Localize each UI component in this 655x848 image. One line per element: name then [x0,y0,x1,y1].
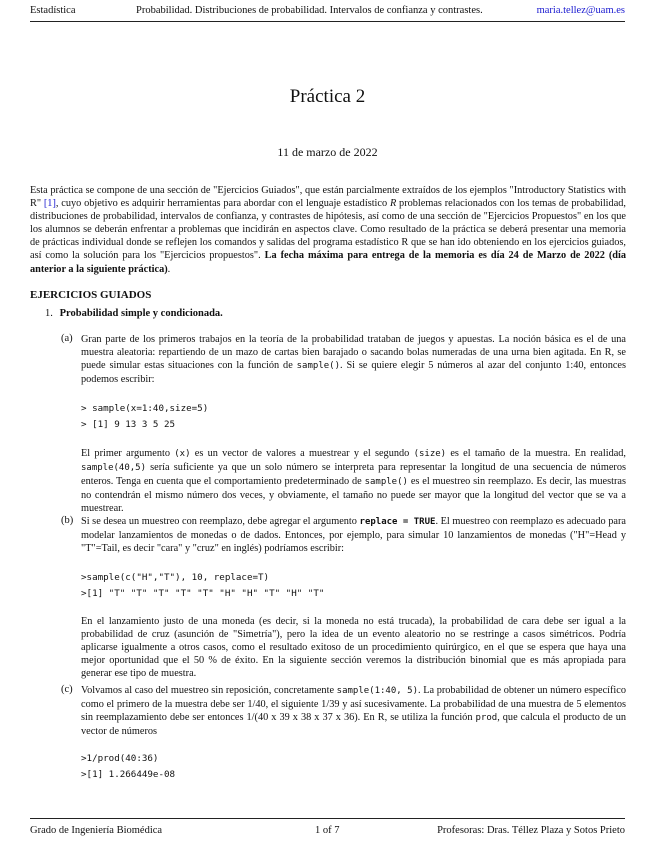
item-label-b: (b) [61,515,74,526]
code-block-c: >1/prod(40:36) >[1] 1.266449e-08 [81,753,176,780]
page-footer [30,825,625,839]
code-block-b: >sample(c("H","T"), 10, replace=T) >[1] "T" "T" "T" "T" "T" "H" "H" "T" "H" "T" [81,572,325,599]
header-email-link[interactable]: maria.tellez@uam.es [536,5,625,16]
item-c-paragraph-1: Volvamos al caso del muestreo sin reposición, concretamente sample(1:40, 5). La probabilidad de obtener un número específico como el primero de la muestra debe ser 1/40, el siguiente 1/39 y así sucesivamente. La probabilidad de una muestra de 5 elementos sin reemplazamiento debe ser entonces 1/(40 x 39 x 38 x 37 x 36). En R, se utiliza la función prod, que calcula el producto de un vector de números [81,685,627,738]
item-b-paragraph-2: En el lanzamiento justo de una moneda (es decir, si la moneda no está trucada), la probabilidad de cara debe ser igual a la probabilidad de cruz (asunción de "Simetría"), pero la idea de un evento aleatorio no se restringe a casos simétricos. Podría aplicarse igualmente a otros casos, como el resultado exitoso de un procedimiento quirúrgico, en el que se espera que haya una mejor oportunidad que el 50 % de éxito. En la siguiente sección veremos la distribución binomial que es más apropiada para generar ese tipo de muestra. [81,616,626,680]
header-course-title: Probabilidad. Distribuciones de probabilidad. Intervalos de confianza y contrastes. [136,5,483,16]
header-subject: Estadística [30,5,76,16]
footer-rule [30,818,625,819]
intro-paragraph: Esta práctica se compone de una sección de "Ejercicios Guiados", que están parcialmente extraídos de los ejemplos "Introductory Statistics with R" [1], cuyo objetivo es adquirir herramientas para abordar con el lenguaje estadístico R problemas relacionados con los temas de probabilidad, distribuciones de probabilidad, intervalos de confianza, y contrastes de hipótesis, así como de una sección de "Ejercicios Propuestos" en los que los alumnos se deberán enfrentar a problemas que incidirán en aspectos clave. Como resultado de la práctica se deberá presentar una memoria de prácticas individual donde se reflejen los comandos y salidas del programa estadístico R que se han ido obteniendo en los ejercicios guiados, así como la solución para los "Ejercicios propuestos". La fecha máxima para entrega de la memoria es día 24 de Marzo de 2022 (día anterior a la siguiente práctica). [30,185,626,275]
subsection-heading: 1. Probabilidad simple y condicionada. [45,308,223,319]
footer-degree: Grado de Ingeniería Biomédica [30,825,163,836]
header-rule [30,21,625,22]
item-b-paragraph-1: Si se desea un muestreo con reemplazo, debe agregar el argumento replace = TRUE. El muestreo con reemplazo es adecuado para modelar lanzamientos de monedas o de dados. Entonces, por ejemplo, para simular 10 lanzamientos de monedas ("H"=Head y "T"=Tail, es decir "cara" y "cruz" en inglés) podríamos escribir: [81,516,626,555]
footer-professors: Profesoras: Dras. Téllez Plaza y Sotos Prieto [437,825,625,836]
footer-page-number: 1 of 7 [315,825,340,836]
section-title: EJERCICIOS GUIADOS [30,289,152,301]
item-a-paragraph-2: El primer argumento (x) es un vector de valores a muestrear y el segundo (size) es el tamaño de la muestra. En realidad, sample(40,5) sería suficiente ya que un solo número se interpreta para representar la longitud de una secuencia de números enteros. Tenga en cuenta que el comportamiento predeterminado de sample() es el muestreo sin reemplazo. Es decir, las muestras no contendrán el mismo número dos veces, y obviamente, el tamaño no puede ser mayor que la longitud del vector que se va a muestrear. [81,448,627,515]
item-label-a: (a) [61,333,73,344]
page-date: 11 de marzo de 2022 [277,145,378,159]
code-block-a: > sample(x=1:40,size=5) > [1] 9 13 3 5 25 [81,403,209,430]
item-label-c: (c) [61,684,73,695]
item-a-paragraph-1: Gran parte de los primeros trabajos en la teoría de la probabilidad trataban de juegos y apuestas. La noción básica es el de una muestra aleatoria: repartiendo de un mazo de cartas bien barajado o sacando bolas numeradas de una urna bien agitada. En R, se puede simular estas situaciones con la función de sample(). Si se quiere elegir 5 números al azar del conjunto 1:40, entonces podemos escribir: [81,334,626,386]
citation-link[interactable]: [1] [43,198,56,210]
page-title: Práctica 2 [289,86,366,107]
deadline-notice: La fecha máxima para entrega de la memoria es día 24 de Marzo de 2022 (día anterior a la siguiente práctica) [30,250,626,275]
page-header [30,5,625,19]
